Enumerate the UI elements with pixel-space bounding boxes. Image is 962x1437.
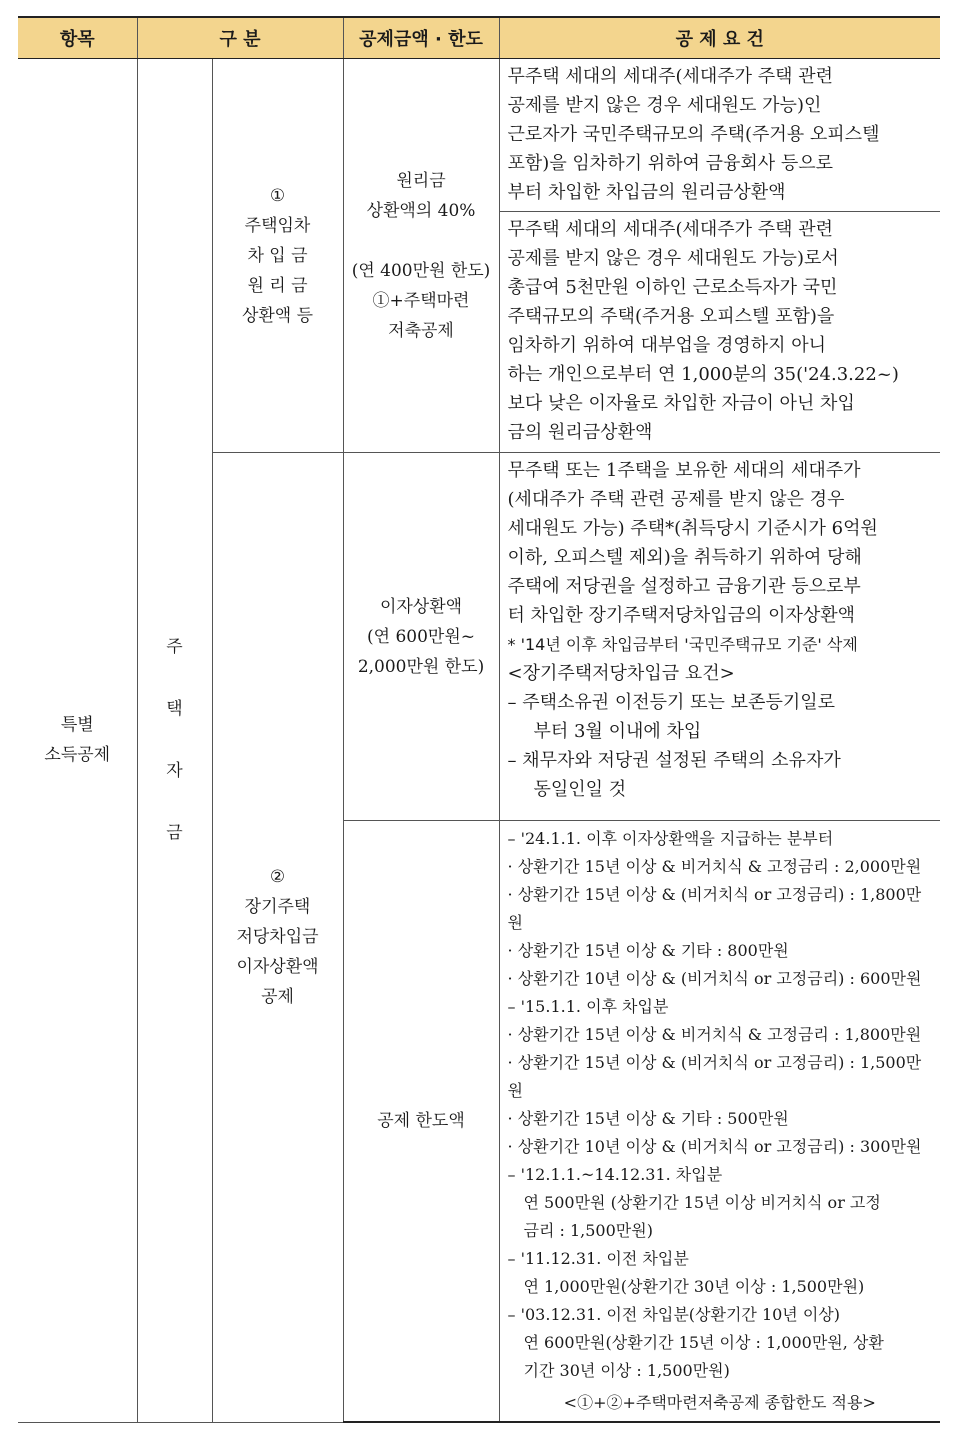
section2-note: * '14년 이후 차입금부터 '국민주택규모 기준' 삭제	[507, 635, 858, 654]
limit-line: – '03.12.31. 이전 차입분(상환기간 10년 이상)	[507, 1305, 840, 1324]
header-item: 항목	[18, 17, 137, 59]
section1-requirement-a: 무주택 세대의 세대주(세대주가 주택 관련 공제를 받지 않은 경우 세대원도 가능)인 근로자가 국민주택규모의 주택(주거용 오피스텔 포함)을 임차하기 위하여 금융회사 등으로 부터 차입한 차입금의 원리금상환액	[499, 59, 940, 212]
limit-line: – '12.1.1.~14.12.31. 차입분	[507, 1165, 723, 1184]
limit-line: · 상환기간 10년 이상 & (비거치식 or 고정금리) : 600만원	[507, 969, 922, 988]
limit-line: 연 1,000만원(상환기간 30년 이상 : 1,500만원)	[523, 1277, 865, 1296]
section2-sub-title: <장기주택저당차입금 요건>	[507, 663, 735, 684]
limit-line: · 상환기간 15년 이상 & 비거치식 & 고정금리 : 2,000만원	[507, 857, 922, 876]
row-1a	[18, 59, 940, 212]
limit-line: – '15.1.1. 이후 차입분	[507, 997, 669, 1016]
section2-limit-label: 공제 한도액	[343, 821, 499, 1423]
item-cell	[18, 59, 137, 1423]
limit-line: · 상환기간 15년 이상 & 비거치식 & 고정금리 : 1,800만원	[507, 1025, 922, 1044]
section1-title: ① 주택임차 차 입 금 원 리 금 상환액 등	[212, 59, 343, 453]
section1-amount: 원리금 상환액의 40% (연 400만원 한도) ①+주택마련 저축공제	[343, 59, 499, 453]
group-label: 주 택 자 금	[166, 637, 183, 844]
section2-amount: 이자상환액 (연 600만원~ 2,000만원 한도)	[343, 453, 499, 821]
limit-line: · 상환기간 15년 이상 & 기타 : 500만원	[507, 1109, 789, 1128]
limit-line: 연 500만원 (상환기간 15년 이상 비거치식 or 고정	[523, 1193, 881, 1212]
section2-limit-list	[499, 821, 940, 1423]
group-cell	[137, 59, 212, 1423]
section2-requirement: 무주택 또는 1주택을 보유한 세대의 세대주가 (세대주가 주택 관련 공제를 받지 않은 경우 세대원도 가능) 주택*(취득당시 기준시가 6억원 이하, 오피스텔 제외)을 취득하기 위하여 당해 주택에 저당권을 설정하고 금융기관 등으로부 터 차입한 장기주택저당차입금의 이자상환액 * '14년 이후 차입금부터 '국민주택규모 기준' 삭제 <장기주택저당차입금 요건> – 주택소유권 이전등기 또는 보존등기일로 부터 3월 이내에 차입 – 채무자와 저당권 설정된 주택의 소유자가 동일인일 것	[499, 453, 940, 821]
header-amount: 공제금액 · 한도	[343, 17, 499, 59]
item-label: 특별 소득공제	[44, 715, 111, 766]
limit-line: · 상환기간 15년 이상 & (비거치식 or 고정금리) : 1,800만원	[507, 885, 922, 932]
limit-line: – '11.12.31. 이전 차입분	[507, 1249, 689, 1268]
deduction-table	[18, 16, 940, 1423]
header-row	[18, 17, 940, 59]
section2-limit-note: <①+②+주택마련저축공제 종합한도 적용>	[563, 1393, 876, 1412]
section2-title: ② 장기주택 저당차입금 이자상환액 공제	[212, 453, 343, 1423]
header-requirement: 공 제 요 건	[499, 17, 940, 59]
section2-sub-item: – 주택소유권 이전등기 또는 보존등기일로 부터 3월 이내에 차입	[507, 692, 835, 742]
limit-line: · 상환기간 15년 이상 & 기타 : 800만원	[507, 941, 789, 960]
header-category: 구 분	[137, 17, 343, 59]
section1-requirement-b: 무주택 세대의 세대주(세대주가 주택 관련 공제를 받지 않은 경우 세대원도 가능)로서 총급여 5천만원 이하인 근로소득자가 국민 주택규모의 주택(주거용 오피스텔 포함)을 임차하기 위하여 대부업을 경영하지 아니 하는 개인으로부터 연 1,000분의 35('24.3.22~) 보다 낮은 이자율로 차입한 자금이 아닌 차입 금의 원리금상환액	[499, 212, 940, 453]
limit-line: · 상환기간 15년 이상 & (비거치식 or 고정금리) : 1,500만원	[507, 1053, 922, 1100]
limit-line: 연 600만원(상환기간 15년 이상 : 1,000만원, 상환	[523, 1333, 884, 1352]
limit-line: 금리 : 1,500만원)	[523, 1221, 653, 1240]
limit-line: · 상환기간 10년 이상 & (비거치식 or 고정금리) : 300만원	[507, 1137, 922, 1156]
section2-sub-item: – 채무자와 저당권 설정된 주택의 소유자가 동일인일 것	[507, 750, 841, 800]
limit-line: 기간 30년 이상 : 1,500만원)	[523, 1361, 730, 1380]
limit-line: – '24.1.1. 이후 이자상환액을 지급하는 분부터	[507, 829, 834, 848]
